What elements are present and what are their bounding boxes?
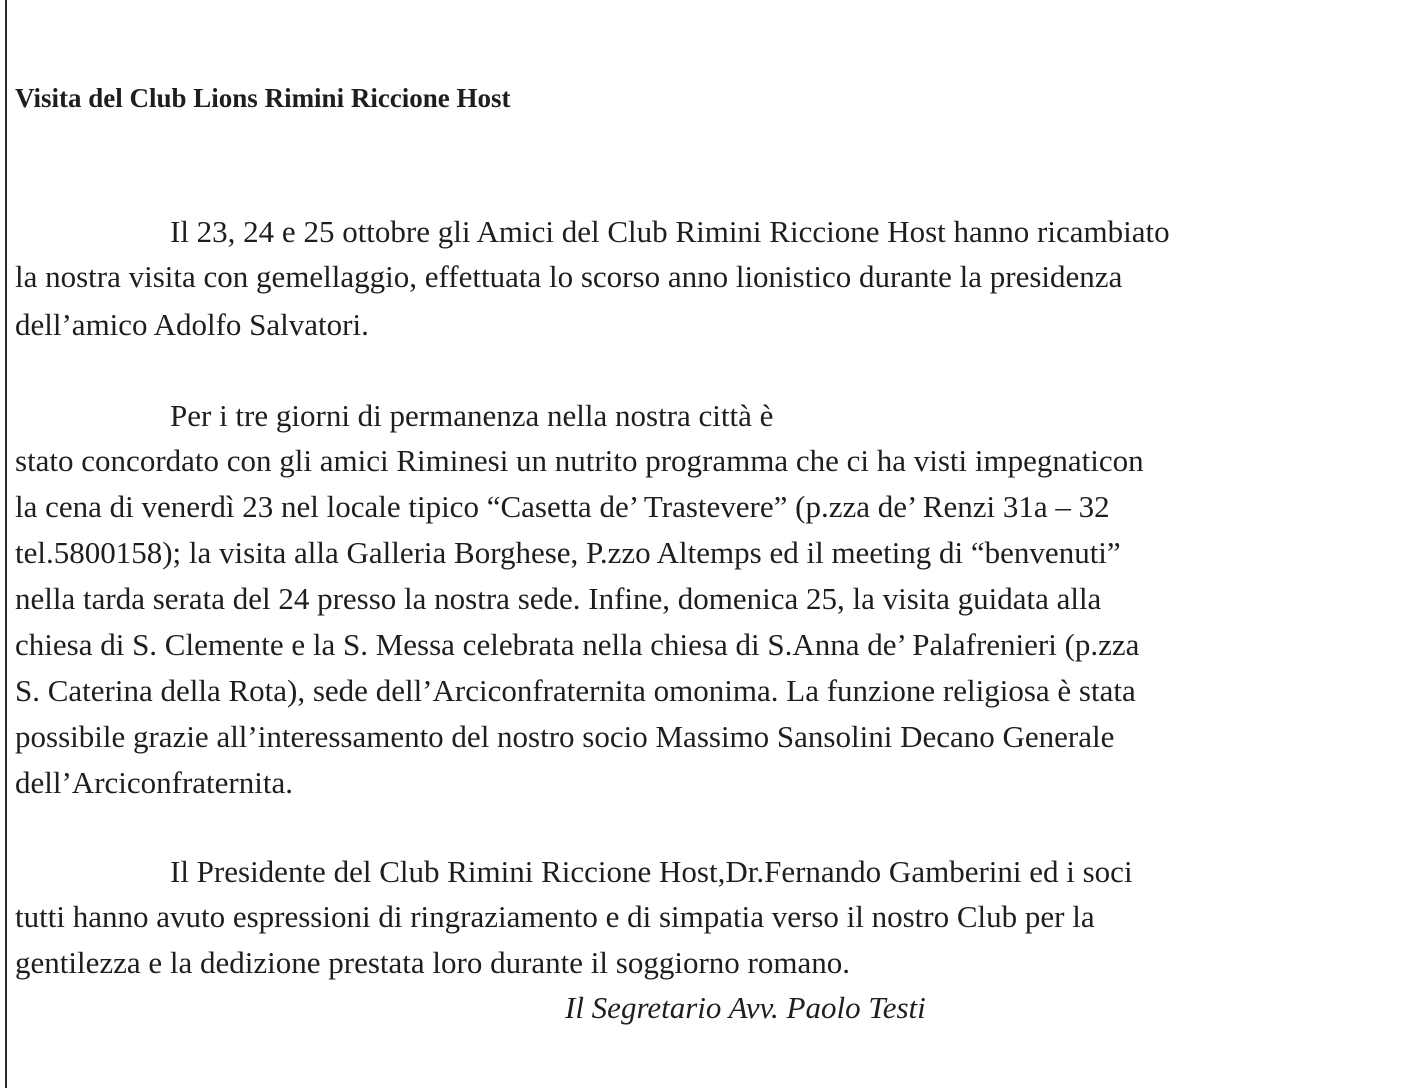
left-margin-rule [5,0,7,1088]
paragraph-2-line-9: dell’Arciconfraternita. [15,765,293,800]
paragraph-2-line-5: nella tarda serata del 24 presso la nostra sede. Infine, domenica 25, la visita guidata alla [15,581,1102,616]
paragraph-1-line-2: la nostra visita con gemellaggio, effettuata lo scorso anno lionistico durante la presidenza [15,259,1123,294]
paragraph-2-line-8: possibile grazie all’interessamento del nostro socio Massimo Sansolini Decano Generale [15,719,1115,754]
signature: Il Segretario Avv. Paolo Testi [565,990,926,1025]
paragraph-1-line-3: dell’amico Adolfo Salvatori. [15,307,369,342]
paragraph-3-line-1: Il Presidente del Club Rimini Riccione Host,Dr.Fernando Gamberini ed i soci [170,854,1133,889]
paragraph-3-line-2: tutti hanno avuto espressioni di ringraziamento e di simpatia verso il nostro Club per la [15,899,1095,934]
paragraph-2-line-3: la cena di venerdì 23 nel locale tipico “Casetta de’ Trastevere” (p.zza de’ Renzi 31a – 32 [15,489,1110,524]
paragraph-2-line-6: chiesa di S. Clemente e la S. Messa celebrata nella chiesa di S.Anna de’ Palafrenieri (p.zza [15,627,1140,662]
paragraph-2-line-1: Per i tre giorni di permanenza nella nostra città è [170,398,774,433]
paragraph-2-line-4: tel.5800158); la visita alla Galleria Borghese, P.zzo Altemps ed il meeting di “benvenuti” [15,535,1121,570]
paragraph-2-line-7: S. Caterina della Rota), sede dell’Arciconfraternita omonima. La funzione religiosa è stata [15,673,1136,708]
paragraph-3-line-3: gentilezza e la dedizione prestata loro durante il soggiorno romano. [15,945,850,980]
paragraph-2-line-2: stato concordato con gli amici Riminesi un nutrito programma che ci ha visti impegnaticon [15,443,1144,478]
document-title: Visita del Club Lions Rimini Riccione Host [15,83,511,113]
paragraph-1-line-1: Il 23, 24 e 25 ottobre gli Amici del Club Rimini Riccione Host hanno ricambiato [170,214,1170,249]
